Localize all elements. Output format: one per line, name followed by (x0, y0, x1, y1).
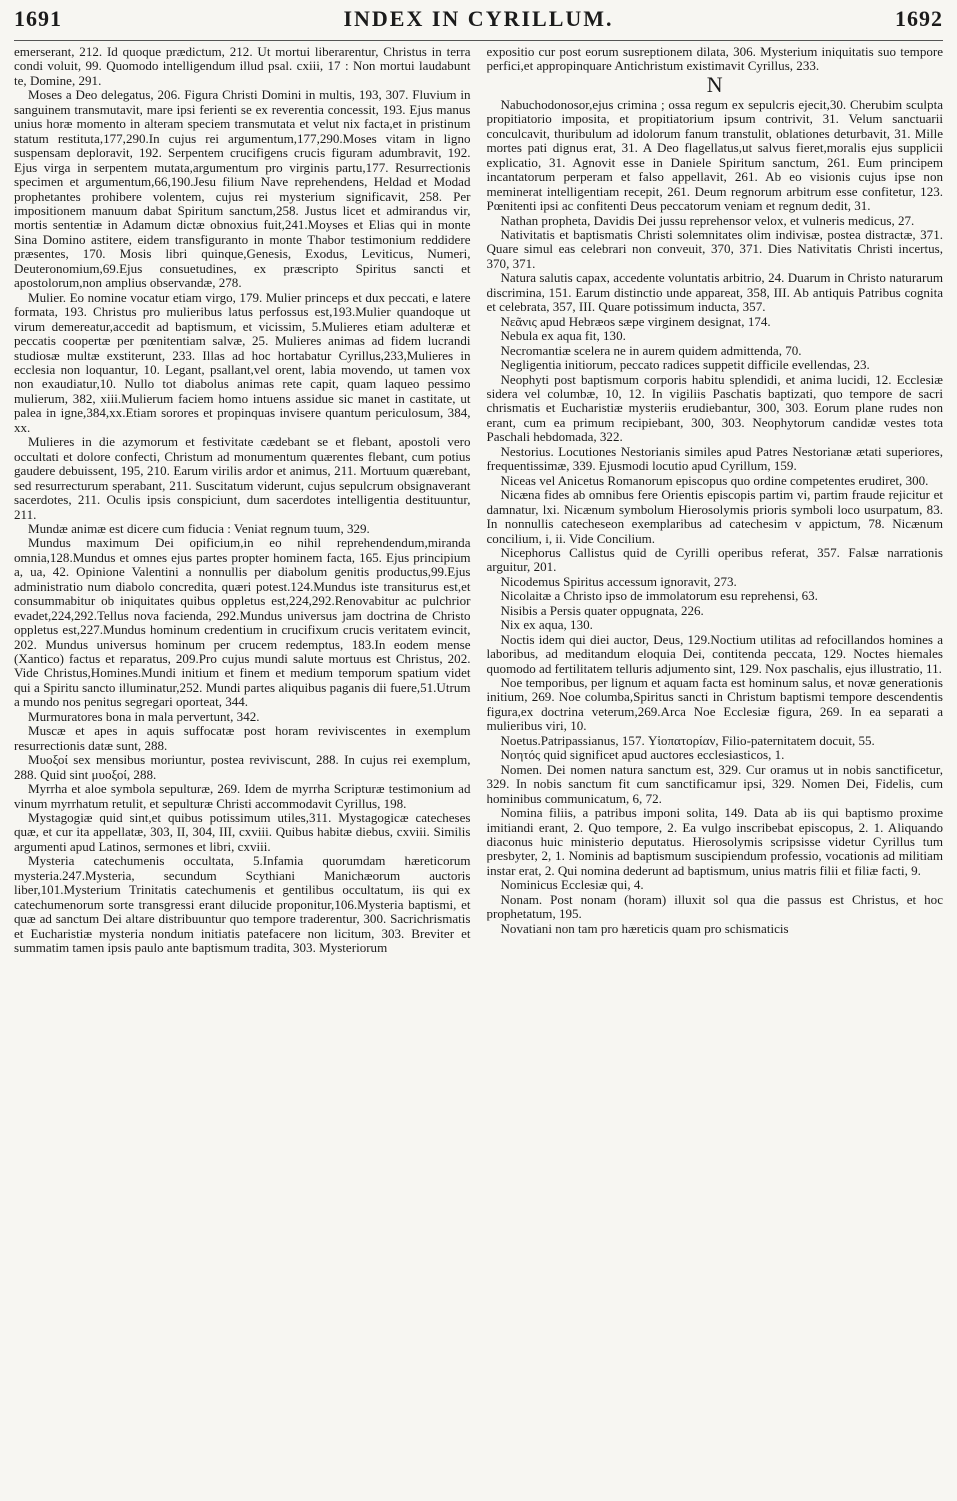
right-page-number: 1692 (894, 6, 943, 31)
index-entry: Nicolaitæ a Christo ipso de immolatorum esu reprehensi, 63. (500, 588, 818, 604)
index-entry: Nabuchodonosor,ejus crimina ; ossa regum ex sepulcris ejecit,30. Cherubim sculpta propitiatorio imposita, et propitiatorium ipsum contrivit, 31. Velum sanctuarii conculcavit, thuribulum ad idolorum fanum transtulit, oblationes deturbavit, 31. Mille mortes pati dignus erat, 31. A Deo flagellatus,ut salvus fieret,moralis ejus supplicii explicatio, 31. Agnovit esse in Daniele Spiritum sanctum, 261. Eum principem incantatorum perperam et falso appellavit, 261. Ab eo visionis cujus ipse non meminerat intelligentiam recepit, 261. Deum regnorum arbitrum esse confitetur, 123. Pœnitenti ipsi ac confitenti Deus peccatorum veniam et regnum dedit, 31. (486, 96, 943, 214)
index-entry: Mundæ animæ est dicere cum fiducia : Veniat regnum tuum, 329. (28, 520, 370, 536)
index-entry: Nix ex aqua, 130. (500, 617, 593, 633)
index-entry: Νεᾶνις apud Hebræos sæpe virginem designat, 174. (500, 313, 771, 329)
index-entry: Negligentia initiorum, peccato radices suppetit difficile evellendas, 23. (500, 357, 870, 373)
index-entry: Myrrha et aloe symbola sepulturæ, 269. Idem de myrrha Scripturæ testimonium ad vinum myrrhatum retulit, et sepulturæ Christi accommodavit Cyrillus, 198. (14, 781, 471, 811)
index-entry: Nativitatis et baptismatis Christi solemnitates olim indivisæ, postea distractæ, 371. Quare simul eas celebrari non conveuit, 370, 371. Dies Nativitatis Christi incertus, 370, 371. (486, 226, 943, 271)
index-entry: Moses a Deo delegatus, 206. Figura Christi Domini in multis, 193, 307. Fluvium in sanguinem transmutavit, mare ipsi ferienti se ex reverentia concessit, 193. Ejus manus unius horæ momento in alteram speciem transmutata et velut nix facta,et in pristinum statum restituta,177,290.In cujus rei argumentum,177,290.Moses vitam in ligno suspensam deploravit, 192. Serpentem crucifigens crucis figuram adumbravit, 192. Ejus virga in serpentem mutata,argumentum pro virginis partu,177. Resurrectionis specimen et argumentum,66,190.Jesu filium Nave reprehendens, Heldad et Modad prophetantes prohibere volentem, cujus rei mysterium significavit, 258. Per impositionem manuum dabat Spiritum sanctum,258. Justus licet et admirandus vir, mortis sententiæ in Adamum dictæ obnoxius fuit,241.Moyses et Elias qui in monte Sina Domino astitere, eidem transfiguranto in monte Thabor testimonium reddidere præsentes, 170. Mosis libri quinque,Genesis, Exodus, Leviticus, Numeri, Deuteronomium,69.Ejus consuetudines, ex præscripto Spiritus sancti et apostolorum,non amplius observandæ, 278. (14, 87, 471, 291)
index-entry: Νοητός quid significet apud auctores ecclesiasticos, 1. (500, 747, 785, 763)
index-entry: Nicephorus Callistus quid de Cyrilli operibus referat, 357. Falsæ narrationis arguitur, 201. (486, 544, 943, 575)
index-entry: Neophyti post baptismum corporis habitu splendidi, et anima lucidi, 12. Ecclesiæ sidera vel columbæ, 10, 12. In vigiliis Paschatis baptizati, quo tempore de sacri chrismatis et Eucharistiæ mysteriis erudiebantur, 300, 303. Eorum plane rudes non erant, cum ea primum recipiebant, 300, 303. Neophytorum candidæ vestes tota Paschali hebdomada, 322. (486, 371, 943, 445)
index-entry: Nisibis a Persis quater oppugnata, 226. (500, 602, 704, 618)
index-entry: Niceas vel Anicetus Romanorum episcopus quo ordine competentes erudiret, 300. (500, 472, 929, 488)
page-header (14, 6, 943, 41)
index-entry: Nathan propheta, Davidis Dei jussu reprehensor velox, et vulneris medicus, 27. (500, 212, 915, 228)
index-entry: Nominicus Ecclesiæ qui, 4. (500, 877, 644, 893)
index-entry: Noe temporibus, per lignum et aquam facta est hominum salus, et novæ generationis initium, 269. Noe columba,Spiritus sancti in Christum baptismi tempore descendentis figura,ex doctrina veterum,269.Arca Noe Ecclesiæ figura, 269. In ea separati a mulieribus viri, 10. (486, 675, 943, 734)
left-column (14, 45, 471, 1497)
index-entry: Nonam. Post nonam (horam) illuxit sol qua die passus est Christus, et hoc prophetatum, 195. (486, 891, 943, 922)
page-title: INDEX IN CYRILLUM. (343, 6, 614, 31)
left-page-number: 1691 (14, 6, 62, 31)
index-entry: Nebula ex aqua fit, 130. (500, 328, 626, 344)
index-entry: Nicæna fides ab omnibus fere Orientis episcopis partim vi, partim fraude rejicitur et damnatur, lxi. Nicænum symbolum Hierosolymis prioris symboli loco usurpatum, 83. In nonnullis catecheseon exemplaribus ad catechesim v appictum, 78. Nicænum concilium, i, ii. Vide Concilium. (486, 487, 943, 546)
index-entry: emerserant, 212. Id quoque prædictum, 212. Ut mortui liberarentur, Christus in terra condi voluit, 99. Quomodo intelligendum illud psal. cxiii, 17 : Non mortui laudabunt te, Domine, 291. (14, 45, 471, 88)
index-entry: Nicodemus Spiritus accessum ignoravit, 273. (500, 573, 737, 589)
index-entry: Mysteria catechumenis occultata, 5.Infamia quorumdam hæreticorum mysteria.247.Mysteria, secundum Scythiani Manichæorum auctoris liber,101.Mysterium Trinitatis catechumenis et gentilibus occultatum, iis qui ex catechumenorum sorte transgressi erant dilucide proponitur,106.Mysteria baptismi, et quæ ad sanctum Dei altare distribuuntur quo tempore traderentur, 300. Sacrichrismatis et Eucharistiæ mysteria nondum initiatis patefacere non licitum, 303. Breviter et summatim tamen ipsis paulo ante baptismum tradita, 303. Mysteriorum (14, 853, 471, 956)
index-entry: Mystagogiæ quid sint,et quibus potissimum utiles,311. Mystagogicæ catecheses quæ, et cur ita appellatæ, 303, II, 304, III, cxviii. Quibus habitæ diebus, cxviii. Similis argumenti apud Latinos, sermones et libri, cxviii. (14, 810, 471, 854)
text-columns (14, 45, 943, 1497)
index-entry: Natura salutis capax, accedente voluntatis arbitrio, 24. Duarum in Christo naturarum discrimina, 151. Earum distinctio unde appareat, 358, III. Ab antiquis Patribus cognita et celebrata, 357, III. Quare potissimum inducta, 357. (486, 270, 943, 315)
index-entry: Novatiani non tam pro hæreticis quam pro schismaticis (500, 920, 789, 936)
index-entry: Noetus.Patripassianus, 157. Υἱοπατορίαν, Filio-paternitatem docuit, 55. (500, 732, 875, 748)
index-entry: expositio cur post eorum susreptionem dilata, 306. Mysterium iniquitatis suo tempore perfici,et appropinquare Antichristum existimavit Cyrillus, 233. (486, 45, 943, 74)
index-entry: Mundus maximum Dei opificium,in eo nihil reprehendendum,miranda omnia,128.Mundus et omnes ejus partes propter hominem facta, 165. Ejus principium a, ua, 42. Opinione Valentini a nonnullis per diabolum genitis productus,99.Ejus administratio num diabolo concredita, quæri potest.124.Mundus iste transiturus est,et consummabitur ob iniquitates quibus oppletus est,224,292.Renovabitur ac pulchrior evadet,224,292.Tellus nova facienda, 292.Mundus universus jam doctrina de Christo oppletus est,227.Mundus hominum credentium in crucifixum crucis veritatem evincit, 202. Mundus universus hominum per crucem redemptus, 183.In eodem mense (Xantico) factus et reparatus, 209.Pro cujus mundi salute mortuus est Christus, 202. Vide Christus,Homines.Mundi initium et finem et medium temporum spatium videt qui a Spiritu sancto illuminatur,252. Mundi partes aliquibus paganis dii fuere,51.Utrum a mundo nos penitus segregari oporteat, 344. (14, 535, 471, 710)
index-entry: Nomina filiis, a patribus imponi solita, 149. Data ab iis qui baptismo proxime imitiandi erant, 2. Quo tempore, 2. Ea vulgo inscribebat episcopus, 2. 1. Aliquando diaconus huic ministerio deputatus. Hierosolymis scripsisse videtur Cyrillus tum presbyter, 2, 1. Nominis ad baptismum suscipiendum professio, vocationis ad militiam instar erat, 2. Qui nomina dederunt ad baptismum, unius matris filii et filiæ facti, 9. (486, 805, 943, 878)
index-entry: Noctis idem qui diei auctor, Deus, 129.Noctium utilitas ad refocillandos homines a laboribus, ad meditandum eloquia Dei, contitenda peccata, 129. Noctes hiemales quomodo ad fertilitatem telluris adjumento sint, 129. Nox paschalis, ejus illustratio, 11. (486, 631, 943, 676)
index-entry: Mulieres in die azymorum et festivitate cædebant se et flebant, apostoli vero occultati et dolore confecti, Christum ad monumentum quærentes flebant, cum potius gaudere debuissent, 195, 210. Earum virilis ardor et animus, 211. Mortuum quærebant, sed resurrecturum sperabant, 211. Suscitatum viderunt, cujus sepulcrum obsignaverant sacerdotes, 211. Oculis ipsis conspiciunt, dum sacerdotes intelligentia destituuntur, 211. (14, 434, 471, 522)
index-entry: Nomen. Dei nomen natura sanctum est, 329. Cur oramus ut in nobis sanctificetur, 329. In nobis sanctum fit cum sanctificamur ipsi, 329. Nomen Dei, Fidelis, cum hominibus communicatum, 6, 72. (486, 761, 943, 806)
index-entry: Mulier. Eo nomine vocatur etiam virgo, 179. Mulier princeps et dux peccati, e latere formata, 193. Christus pro mulieribus latus perfossus est,193.Mulier quandoque ut virum demereatur,accedit ad baptismum, et vicissim, 5.Mulieres etiam adulteræ et peccatis coopertæ per pœnitentiam salvæ, 25. Mulieres animas ad fidem lucrandi studiosæ multæ exstiterunt, 233. Illas ad hoc hortabatur Cyrillus,233,Mulieres in ecclesia non loquantur, 10. Legant, psallant,vel orent, labia movendo, ut tamen vox non exaudiatur,10. Nullo tot diabolus animas rete capit, quam laqueo pessimo mulierum, 382, xiii.Mulierum faciem homo intuens assidue sic manet in castitate, ut palea in igne,384,xx.Etiam sorores et propinquas invisere quantum periculosum, 384, xx. (14, 289, 471, 435)
section-letter: N (706, 71, 723, 97)
right-column (487, 45, 944, 1497)
index-entry: Μυοξοί sex mensibus moriuntur, postea reviviscunt, 288. In cujus rei exemplum, 288. Quid sint μυοξοί, 288. (14, 752, 471, 782)
index-entry: Muscæ et apes in aquis suffocatæ post horam reviviscentes in exemplum resurrectionis datæ sunt, 288. (14, 723, 471, 753)
index-entry: Necromantiæ scelera ne in aurem quidem admittenda, 70. (500, 342, 802, 358)
index-entry: Nestorius. Locutiones Nestorianis similes apud Patres Nestorianæ ætati superiores, frequentissimæ, 339. Ejusmodi locutio apud Cyrillum, 159. (486, 443, 943, 474)
index-entry: Murmuratores bona in mala pervertunt, 342. (28, 708, 260, 724)
